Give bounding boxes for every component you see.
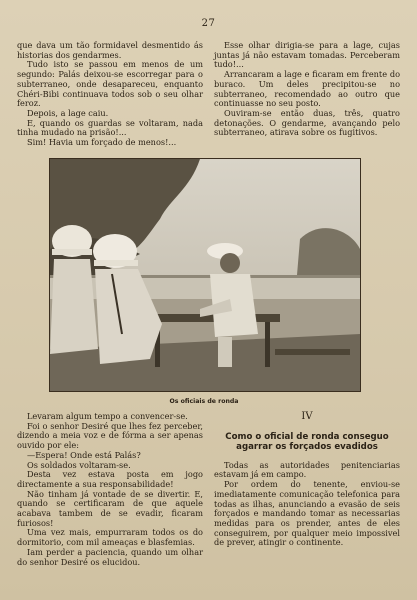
head — [220, 253, 240, 273]
column-bottom-left — [17, 412, 203, 567]
helmet-brim — [94, 260, 138, 266]
paragraph: Tudo isto se passou em menos de um segundo: Palás deixou-se escorregar para o subterraneo, onde desapareceu, enquanto Chéri-Bibi continuava todos sob o seu olhar feroz. — [17, 59, 203, 109]
table-leg — [265, 322, 270, 367]
paragraph: Não tinham já vontade de se divertir. E, quando se certificaram de que aquele acabava tambem de se evadir, ficaram furiosos! — [17, 488, 203, 528]
paragraph: Uma vez mais, empurraram todos os do dormitorio, com mil ameaças e blasfemias. — [17, 527, 203, 548]
paragraph: Todas as autoridades penitenciarias estavam já em campo. — [214, 459, 400, 480]
paragraph: Por ordem do tenente, enviou-se imediatamente comunicação telefonica para todas as ilhas, anunciando a evasão de seis forçados e mandando tomar as necessarias medidas para os prender, antes de eles conseguirem, por qualquer meio impossivel de prever, atingir o continente. — [214, 479, 400, 548]
column-bottom-right — [214, 412, 400, 548]
paragraph: Arrancaram a lage e ficaram em frente do buraco. Um deles precipitou-se no subterraneo, recomendado ao outro que continuasse no seu posto. — [214, 69, 400, 109]
paragraph: —Espera! Onde está Palás? — [27, 449, 141, 460]
legs — [218, 337, 232, 367]
paragraph: Depois, a lage caiu. — [27, 107, 109, 118]
chapter-title: Como o oficial de ronda conseguo agarrar os forçados evadidos — [225, 431, 389, 453]
bench — [275, 349, 350, 355]
paragraph: Iam perder a paciencia, quando um olhar do senhor Desiré os elucidou. — [17, 546, 203, 567]
paragraph: Sim! Havia um forçado de menos!... — [27, 137, 177, 148]
paragraph: Ouviram-se então duas, três, quatro detonações. O gendarme, avançando pelo subterraneo, atirava sobre os fugitivos. — [214, 107, 400, 138]
paragraph: E, quando os guardas se voltaram, nada tinha mudado na prisão!... — [17, 117, 203, 138]
chapter-number: IV — [301, 411, 313, 422]
paragraph: Levaram algum tempo a convencer-se. — [27, 411, 188, 421]
helmet-brim — [52, 249, 92, 255]
paragraph: Foi o senhor Desiré que lhes fez perceber, dizendo a meia voz e de fórma a ser apenas ouvido por ele: — [17, 420, 203, 451]
table-top — [145, 314, 280, 322]
officer-figure — [50, 259, 98, 354]
paragraph: Esse olhar dirigia-se para a lage, cujas juntas já não estavam tomadas. Perceberam tudo!... — [214, 40, 400, 70]
column-top-left — [17, 41, 203, 148]
page-number: 27 — [201, 18, 216, 29]
paragraph: Os soldados voltaram-se. — [27, 459, 131, 470]
photo-illustration — [50, 159, 360, 391]
paragraph: que dava um tão formidavel desmentido ás historias dos gendarmes. — [17, 40, 203, 60]
column-top-right — [214, 41, 400, 138]
photo-caption: Os oficiais de ronda — [169, 398, 239, 405]
photograph — [49, 158, 361, 392]
paragraph: Desta vez estava posta em jogo directamente a sua responsabilidade! — [17, 469, 203, 489]
